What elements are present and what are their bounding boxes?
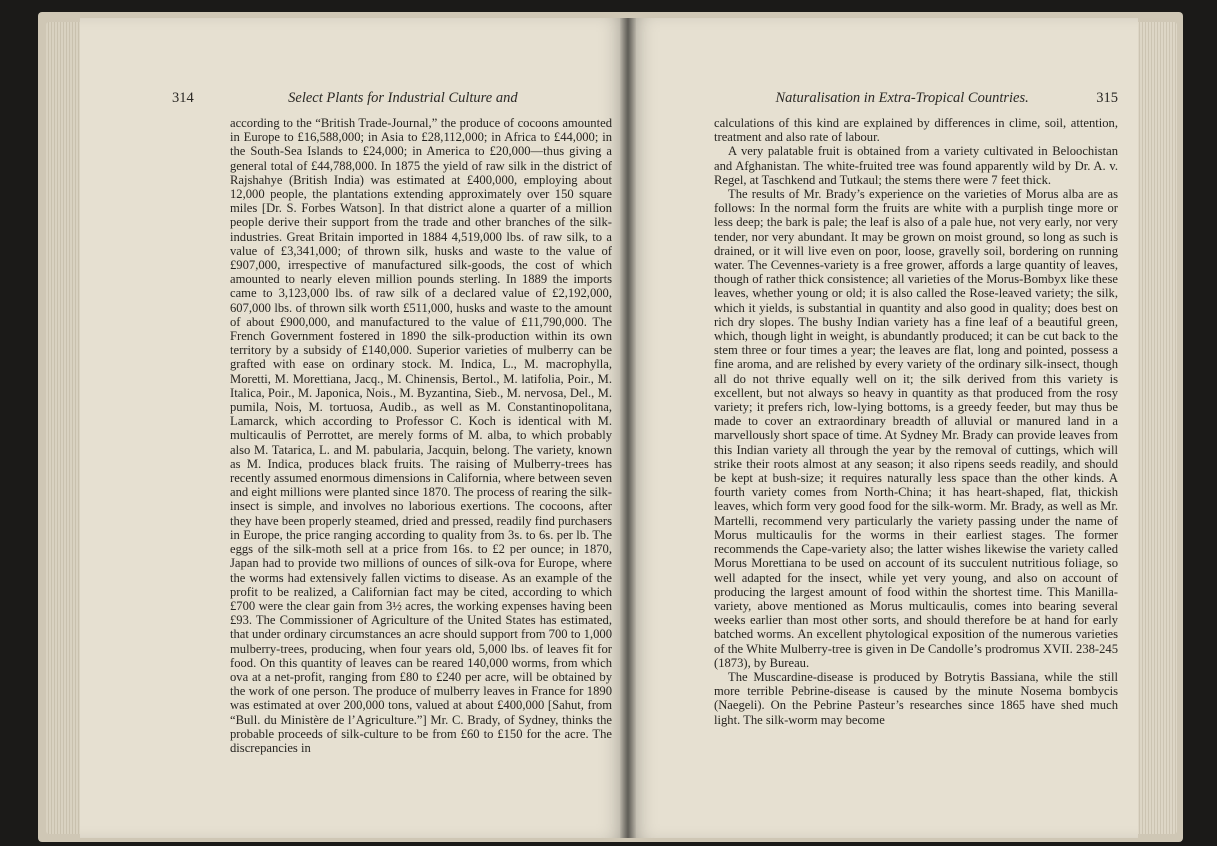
right-page-number: 315 [1096, 90, 1118, 106]
right-running-title: Naturalisation in Extra-Tropical Countries. [775, 90, 1029, 106]
right-page-edges [1137, 22, 1177, 834]
left-page-number: 314 [172, 90, 194, 106]
left-page-edges [46, 22, 80, 834]
left-running-head [172, 90, 612, 107]
left-body-text [230, 116, 612, 755]
right-body-text [714, 116, 1118, 727]
left-paragraph-1: according to the “British Trade-Journal,” the produce of cocoons amounted in Europe to £16,588,000; in Asia to £28,112,000; in Africa to £44,000; in the South-Sea Islands to £24,000; in America to £20,000—thus giving a general total of £44,788,000. In 1875 the yield of raw silk in the district of Rajshahye (British India) was estimated at £400,000, employing about 12,000 people, the plantations extending approximately over 150 square miles [Dr. S. Forbes Watson]. In that district alone a quarter of a million people derive their support from the trade and other branches of the silk-industries. Great Britain imported in 1884 4,519,000 lbs. of raw silk, to a value of £3,341,000; of thrown silk, husks and waste to the value of £907,000, irrespective of manufactured silk-goods, the cost of which amounted to nearly eleven million pounds sterling. In 1889 the imports came to 3,123,000 lbs. of raw silk of a declared value of £2,192,000, 607,000 lbs. of thrown silk worth £511,000, husks and waste to the amount of about £900,000, and manufactured to the value of £11,790,000. The French Government fostered in 1890 the silk-production within its own territory by a subsidy of £140,000. Superior varieties of mulberry can be grafted with ease on ordinary stock. M. Indica, L., M. macrophylla, Moretti, M. Morettiana, Jacq., M. Chinensis, Bertol., M. latifolia, Poir., M. Italica, Poir., M. Japonica, Nois., M. Byzantina, Sieb., M. nervosa, Del., M. pumila, Nois, M. tortuosa, Audib., as well as M. Constantinopolitana, Lamarck, which according to Professor C. Koch is identical with M. multicaulis of Perrottet, are merely forms of M. alba, to which probably also M. Tatarica, L. and M. pabularia, Jacquin, belong. The variety, known as M. Indica, produces black fruits. The raising of Mulberry-trees has recently assumed enormous dimensions in California, where between seven and eight millions were planted since 1870. The process of rearing the silk-insect is simple, and involves no laborious exertions. The cocoons, after they have been properly steamed, dried and pressed, readily find purchasers in Europe, the price ranging according to quality from 3s. to 6s. per lb. The eggs of the silk-moth sell at a price from 16s. to £2 per ounce; in 1870, Japan had to provide two millions of ounces of silk-ova for Europe, where the worms had extensively fallen victims to disease. As an example of the profit to be realized, a Californian fact may be cited, according to which £700 were the clear gain from 3½ acres, the working expenses having been £93. The Commissioner of Agriculture of the United States has estimated, that under ordinary circumstances an acre should support from 700 to 1,000 mulberry-trees, producing, when four years old, 5,000 lbs. of leaves fit for food. On this quantity of leaves can be reared 140,000 worms, from which ova at a net-profit, ranging from £80 to £240 per acre, will be obtained by the work of one person. The produce of mulberry leaves in France for 1890 was estimated at over 200,000 tons, valued at about £400,000 [Sahut, from “Bull. du Ministère de l’Agriculture.”] Mr. C. Brady, of Sydney, thinks the probable proceeds of silk-culture to be from £60 to £150 for the acre. The discrepancies in [230, 116, 612, 755]
book-gutter [620, 18, 636, 838]
right-paragraph-2: A very palatable fruit is obtained from a variety cultivated in Beloochistan and Afghanistan. The white-fruited tree was found apparently wild by Dr. A. v. Regel, at Taschkend and Tutkaul; the stems there were 7 feet thick. [714, 144, 1118, 187]
right-running-head [708, 90, 1118, 107]
right-paragraph-3: The results of Mr. Brady’s experience on the varieties of Morus alba are as follows: In the normal form the fruits are white with a purplish tinge more or less deep; the bark is pale; the leaf is also of a pale hue, not very early, nor very tender, nor very abundant. It may be grown on moist ground, so long as such is drained, or it will live even on poor, loose, gravelly soil, bordering on running water. The Cevennes-variety is a free grower, affords a large quantity of leaves, though of rather thick consistence; all varieties of the Morus-Bombyx like these leaves, whether young or old; it is also called the Rose-leaved variety; the silk, which it yields, is substantial in quantity and also good in quality; does best on rich dry slopes. The bushy Indian variety has a fine leaf of a beautiful green, which, though light in weight, is abundantly produced; it can be cut back to the stem three or four times a year; the leaves are flat, long and pointed, possess a fine aroma, and are relished by every variety of the ordinary silk-insect, though all do not thrive equally well on it; the silk derived from this variety is excellent, but not always so heavy in quantity as that produced from the rosy variety; it prefers rich, low-lying bottoms, is a greedy feeder, but may thus be made to cover an extraordinary breadth of alluvial or manured land in a marvellously short space of time. At Sydney Mr. Brady can provide leaves from this Indian variety all through the year by the removal of cuttings, which will strike their roots almost at any season; it also ripens seeds readily, and should be kept at bush-size; it requires naturally less space than the other kinds. A fourth variety comes from North-China; it has heart-shaped, flat, thickish leaves, which form very good food for the silk-worm. Mr. Brady, as well as Mr. Martelli, recommend very particularly the variety passing under the name of Morus multicaulis for the worms in their earliest stages. The former recommends the Cape-variety also; the latter wishes likewise the variety called Morus Morettiana to be used on account of its succulent nutritious foliage, so well adapted for the insect, while yet very young, and also on account of producing the largest amount of food within the shortest time. This Manilla-variety, above mentioned as Morus multicaulis, comes into bearing several weeks earlier than most other sorts, and should therefore be at hand for early batched worms. An excellent phytological exposition of the numerous varieties of the White Mulberry-tree is given in De Candolle’s prodromus XVII. 238-245 (1873), by Bureau. [714, 187, 1118, 670]
right-paragraph-4: The Muscardine-disease is produced by Botrytis Bassiana, while the still more terrible Pebrine-disease is caused by the minute Nosema bombycis (Naegeli). On the Pebrine Pasteur’s researches since 1865 have shed much light. The silk-worm may become [714, 669, 1118, 727]
open-book [38, 12, 1183, 842]
right-page [628, 18, 1138, 838]
left-running-title: Select Plants for Industrial Culture and [288, 90, 518, 106]
left-page [80, 18, 628, 838]
right-paragraph-1: calculations of this kind are explained by differences in clime, soil, attention, treatment and also rate of labour. [714, 116, 1118, 145]
